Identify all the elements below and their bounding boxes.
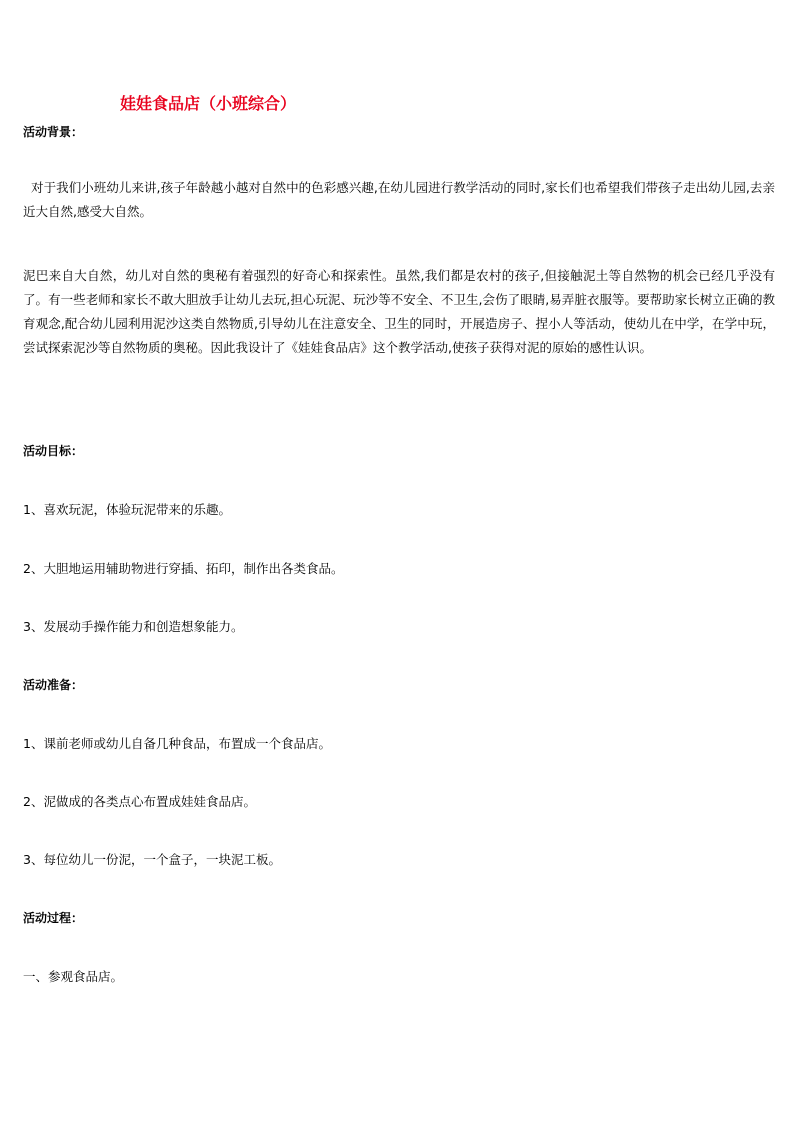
heading-preparation: 活动准备： [23, 678, 84, 692]
goal-item: 1、喜欢玩泥，体验玩泥带来的乐趣。 [23, 502, 231, 517]
heading-background: 活动背景： [23, 125, 84, 139]
preparation-item: 2、泥做成的各类点心布置成娃娃食品店。 [23, 794, 256, 809]
heading-goals: 活动目标： [23, 444, 84, 458]
heading-process: 活动过程： [23, 911, 84, 925]
goal-item: 3、发展动手操作能力和创造想象能力。 [23, 619, 244, 634]
background-paragraph-1: 对于我们小班幼儿来讲,孩子年龄越小越对自然中的色彩感兴趣,在幼儿园进行教学活动的同时,家长们也希望我们带孩子走出幼儿园,去亲近大自然,感受大自然。 [23, 180, 775, 219]
goal-item: 2、大胆地运用辅助物进行穿插、拓印，制作出各类食品。 [23, 561, 344, 576]
preparation-item: 1、课前老师或幼儿自备几种食品，布置成一个食品店。 [23, 736, 331, 751]
document-title: 娃娃食品店（小班综合） [120, 94, 297, 113]
background-paragraph-2: 泥巴来自大自然，幼儿对自然的奥秘有着强烈的好奇心和探索性。虽然,我们都是农村的孩子,但接触泥土等自然物的机会已经几乎没有了。有一些老师和家长不敢大胆放手让幼儿去玩,担心玩泥、玩沙等不安全、不卫生,会伤了眼睛,易弄脏衣服等。要帮助家长树立正确的教育观念,配合幼儿园利用泥沙这类自然物质,引导幼儿在注意安全、卫生的同时，开展造房子、捏小人等活动，使幼儿在中学，在学中玩，尝试探索泥沙等自然物质的奥秘。因此我设计了《娃娃食品店》这个教学活动,使孩子获得对泥的原始的感性认识。 [23, 268, 775, 355]
process-item: 一、参观食品店。 [23, 969, 124, 984]
preparation-item: 3、每位幼儿一份泥，一个盒子，一块泥工板。 [23, 852, 281, 867]
